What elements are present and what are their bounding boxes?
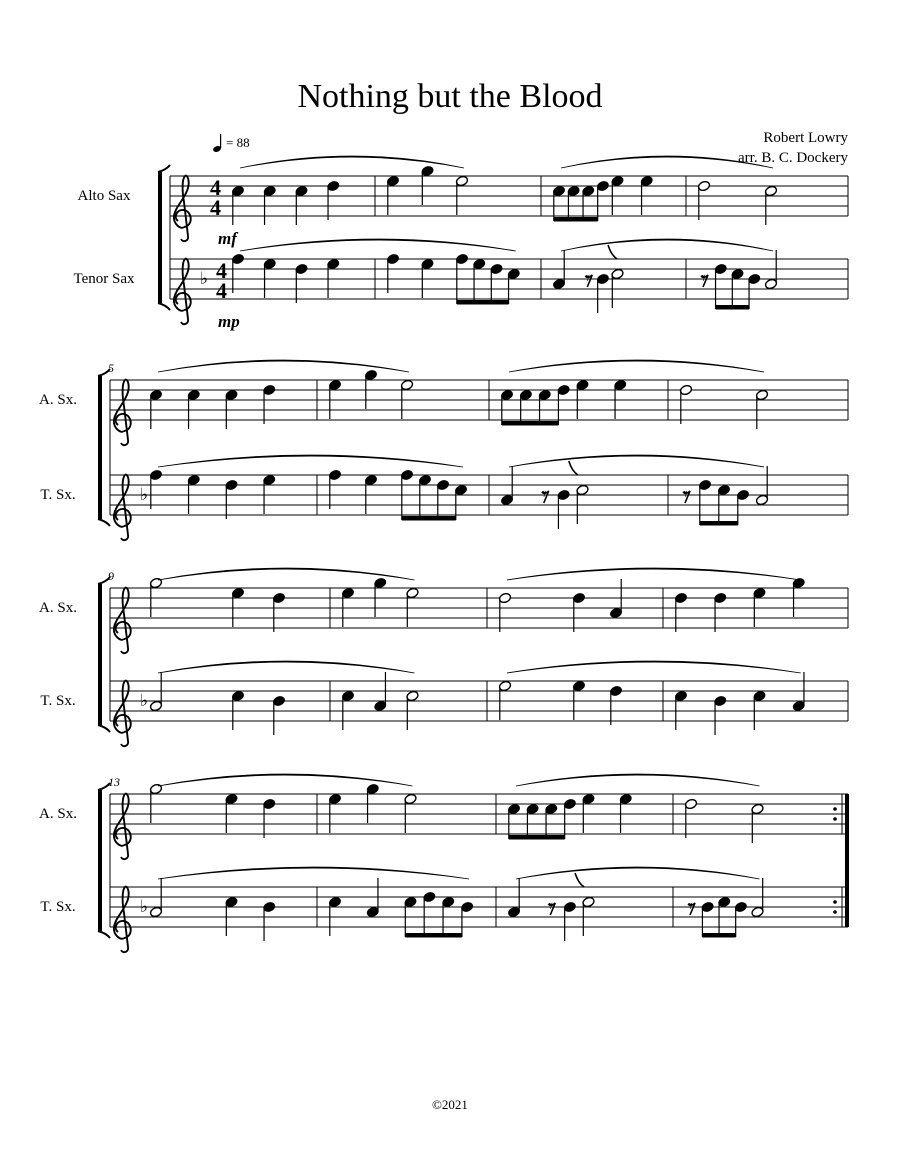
treble-clef-icon [174,259,191,325]
repeat-dot [833,900,837,904]
treble-clef-icon [114,380,131,446]
treble-clef-icon [114,681,131,747]
eighth-flag [569,461,578,475]
arranger-credit: arr. B. C. Dockery [738,150,848,166]
eighth-beam [502,421,559,426]
eighth-rest-icon: 𝄾 [541,484,547,504]
alto-phrase-slur [561,156,773,168]
measure-number: 13 [108,775,120,789]
tenor-phrase-slur [158,455,463,467]
system-bracket-hook [98,519,110,526]
tenor-phrase-slur [561,239,773,251]
system-bracket-hook [98,931,110,938]
staff-label-tenor: Tenor Sax [73,271,135,287]
staff-label-tenor: T. Sx. [40,899,76,915]
final-thick-barline [845,794,849,834]
alto-phrase-slur [507,568,801,580]
flat-key-signature-icon: ♭ [140,691,149,710]
system-bracket-hook [158,303,170,310]
treble-clef-icon [114,887,131,953]
system-bracket-hook [98,725,110,732]
copyright-footer: ©2021 [432,1097,468,1112]
staff-label-alto: A. Sx. [39,806,77,822]
flat-key-signature-icon: ♭ [140,897,149,916]
repeat-dot [833,910,837,914]
tenor-phrase-slur [158,867,469,879]
final-thick-barline [845,887,849,927]
time-signature-bottom: 4 [210,195,221,220]
eighth-beam [509,835,565,840]
eighth-beam [402,516,456,521]
eighth-beam [405,933,462,938]
repeat-dot [833,807,837,811]
time-signature-bottom: 4 [216,278,227,303]
tempo-value: = 88 [226,135,250,150]
alto-phrase-slur [516,774,760,786]
staff-label-alto: A. Sx. [39,600,77,616]
eighth-rest-icon: 𝄾 [585,268,591,288]
tenor-phrase-slur [240,239,516,251]
alto-phrase-slur [509,360,764,372]
final-thick-barline [845,834,849,887]
dynamic-alto: mf [218,229,237,248]
treble-clef-icon [114,794,131,860]
time-signature-top: 4 [210,175,221,200]
repeat-dot [833,817,837,821]
eighth-rest-icon: 𝄾 [701,268,706,288]
dynamic-tenor: mp [218,312,240,331]
flat-key-signature-icon: ♭ [140,485,149,504]
eighth-flag [575,873,584,887]
treble-clef-icon [114,588,131,654]
staff-label-alto: A. Sx. [39,392,77,408]
staff-label-tenor: T. Sx. [40,693,76,709]
tenor-phrase-slur [516,867,760,879]
eighth-beam [457,300,509,305]
system-bracket-hook [158,165,170,172]
system-bracket [98,790,102,931]
composer-credit: Robert Lowry [763,130,848,146]
system-bracket [158,172,162,303]
treble-clef-icon [174,176,191,242]
eighth-rest-icon: 𝄾 [683,484,688,504]
alto-phrase-slur [240,156,464,168]
eighth-flag [608,245,617,259]
eighth-beam [716,305,750,310]
eighth-beam [700,521,738,526]
tenor-phrase-slur [507,661,801,673]
system-bracket [98,376,102,519]
page-title: Nothing but the Blood [297,78,603,115]
system-bracket [98,584,102,725]
measure-number: 5 [108,361,114,375]
eighth-rest-icon: 𝄾 [548,896,554,916]
tenor-phrase-slur [158,661,415,673]
alto-phrase-slur [158,568,415,580]
staff-label-alto: Alto Sax [77,188,131,204]
flat-key-signature-icon: ♭ [200,269,209,288]
tenor-phrase-slur [509,455,764,467]
time-signature-top: 4 [216,258,227,283]
eighth-beam [702,933,735,938]
eighth-rest-icon: 𝄾 [688,896,693,916]
treble-clef-icon [114,475,131,541]
eighth-beam [554,217,598,222]
measure-number: 9 [108,569,114,583]
staff-label-tenor: T. Sx. [40,487,76,503]
